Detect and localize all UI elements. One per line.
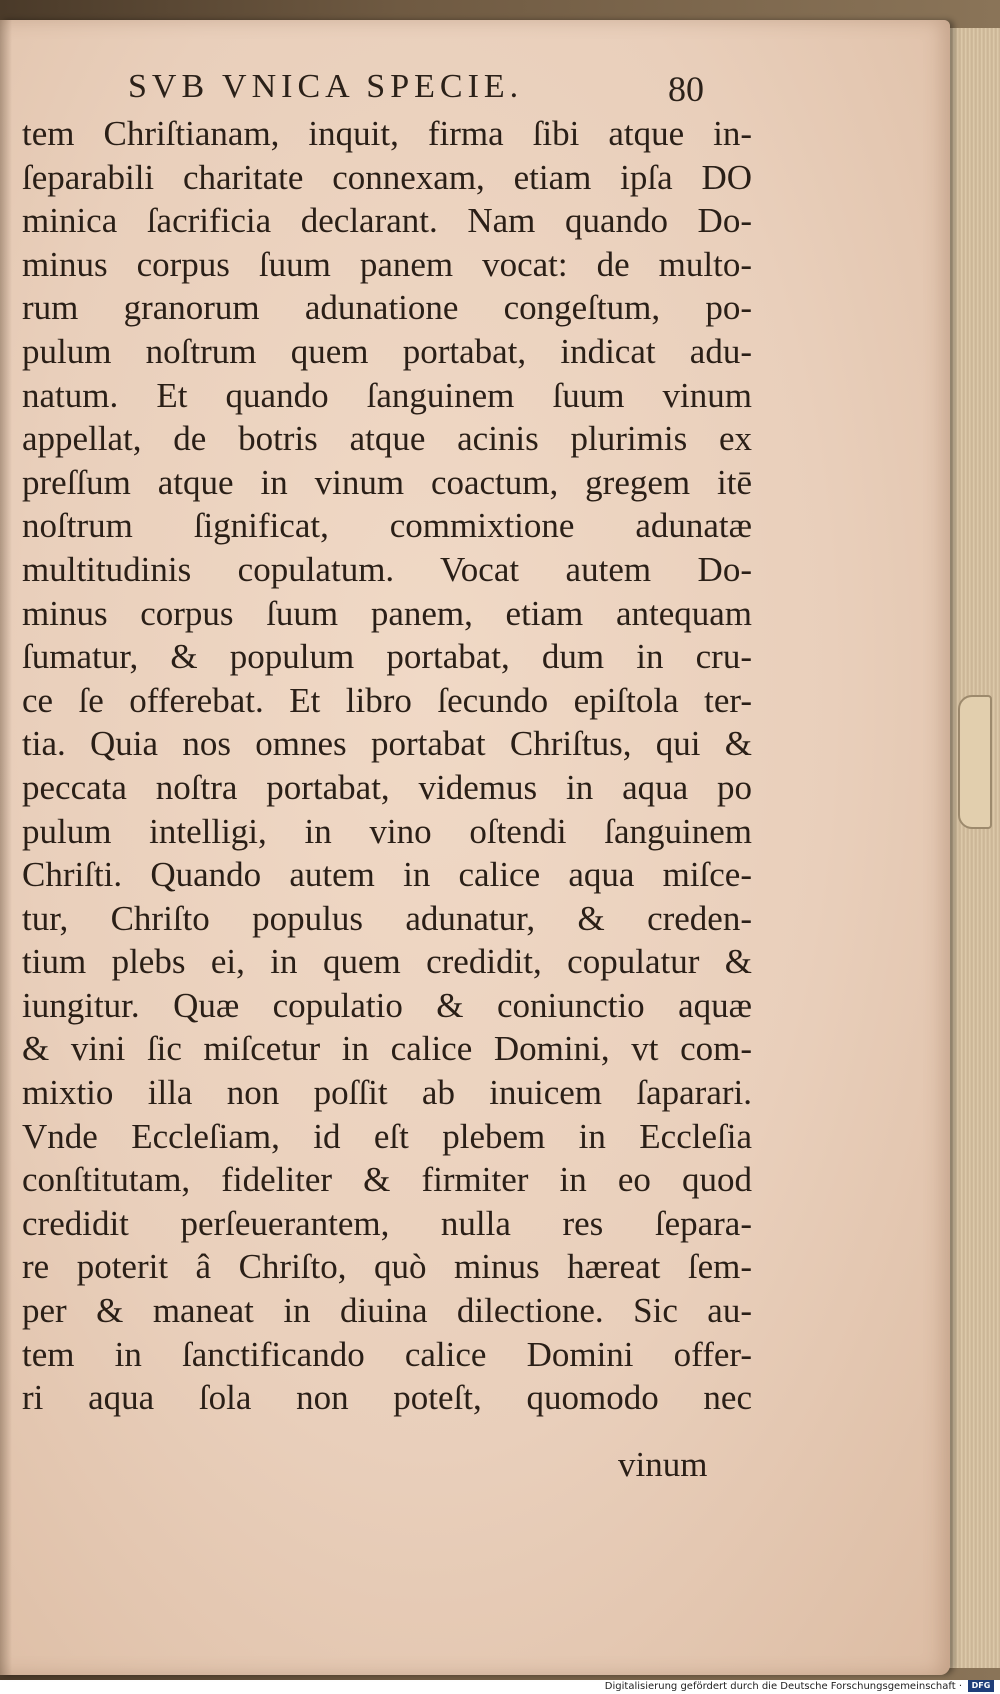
text-line: Chriſti. Quando autem in calice aqua miſce-	[22, 855, 752, 895]
text-line: natum. Et quando ſanguinem ſuum vinum	[22, 375, 752, 415]
text-line: mixtio illa non poſſit ab inuicem ſaparari.	[22, 1073, 752, 1113]
text-line: rum granorum adunatione congeſtum, po-	[22, 288, 752, 328]
text-line: tem in ſanctificando calice Domini offer-	[22, 1334, 752, 1374]
text-line: iungitur. Quæ copulatio & coniunctio aquæ	[22, 985, 752, 1025]
text-line: & vini ſic miſcetur in calice Domini, vt com-	[22, 1029, 752, 1069]
text-line: noſtrum ſignificat, commixtione adunatæ	[22, 506, 752, 546]
text-line: tur, Chriſto populus adunatur, & creden-	[22, 898, 752, 938]
catchword: vinum	[618, 1445, 708, 1484]
text-line: ſumatur, & populum portabat, dum in cru-	[22, 637, 752, 677]
running-head: SVB VNICA SPECIE.	[128, 68, 524, 105]
dfg-logo: DFG	[968, 1680, 994, 1692]
text-line: peccata noſtra portabat, videmus in aqua po	[22, 767, 752, 807]
text-line: tium plebs ei, in quem credidit, copulatur &	[22, 942, 752, 982]
text-line: pulum intelligi, in vino oſtendi ſanguinem	[22, 811, 752, 851]
text-line: tia. Quia nos omnes portabat Chriſtus, qui &	[22, 724, 752, 764]
clasp-mark	[958, 695, 992, 829]
text-line: minus corpus ſuum panem vocat: de multo-	[22, 244, 752, 284]
text-line: minus corpus ſuum panem, etiam antequam	[22, 593, 752, 633]
digitization-credit: Digitalisierung gefördert durch die Deutsche Forschungsgemeinschaft ·	[604, 1681, 962, 1692]
text-line: minica ſacrificia declarant. Nam quando Do-	[22, 201, 752, 241]
text-line: tem Chriſtianam, inquit, firma ſibi atque in-	[22, 114, 752, 153]
book-page	[0, 20, 950, 1675]
text-line: conſtitutam, fideliter & firmiter in eo quod	[22, 1160, 752, 1200]
text-line: preſſum atque in vinum coactum, gregem itē	[22, 462, 752, 502]
text-line: ſeparabili charitate connexam, etiam ipſa DO	[22, 157, 752, 197]
text-line: Vnde Eccleſiam, id eſt plebem in Eccleſia	[22, 1116, 752, 1156]
text-line: ri aqua ſola non poteſt, quomodo nec	[22, 1378, 752, 1418]
text-line: re poterit â Chriſto, quò minus hæreat ſem-	[22, 1247, 752, 1287]
text-line: per & maneat in diuina dilectione. Sic au-	[22, 1291, 752, 1331]
text-line: ce ſe offerebat. Et libro ſecundo epiſtola ter-	[22, 680, 752, 720]
text-line: pulum noſtrum quem portabat, indicat adu-	[22, 331, 752, 371]
text-line: appellat, de botris atque acinis plurimis ex	[22, 419, 752, 459]
text-line: multitudinis copulatum. Vocat autem Do-	[22, 549, 752, 589]
text-block	[22, 112, 752, 1420]
page-number: 80	[668, 69, 704, 109]
text-line: credidit perſeuerantem, nulla res ſepara-	[22, 1203, 752, 1243]
